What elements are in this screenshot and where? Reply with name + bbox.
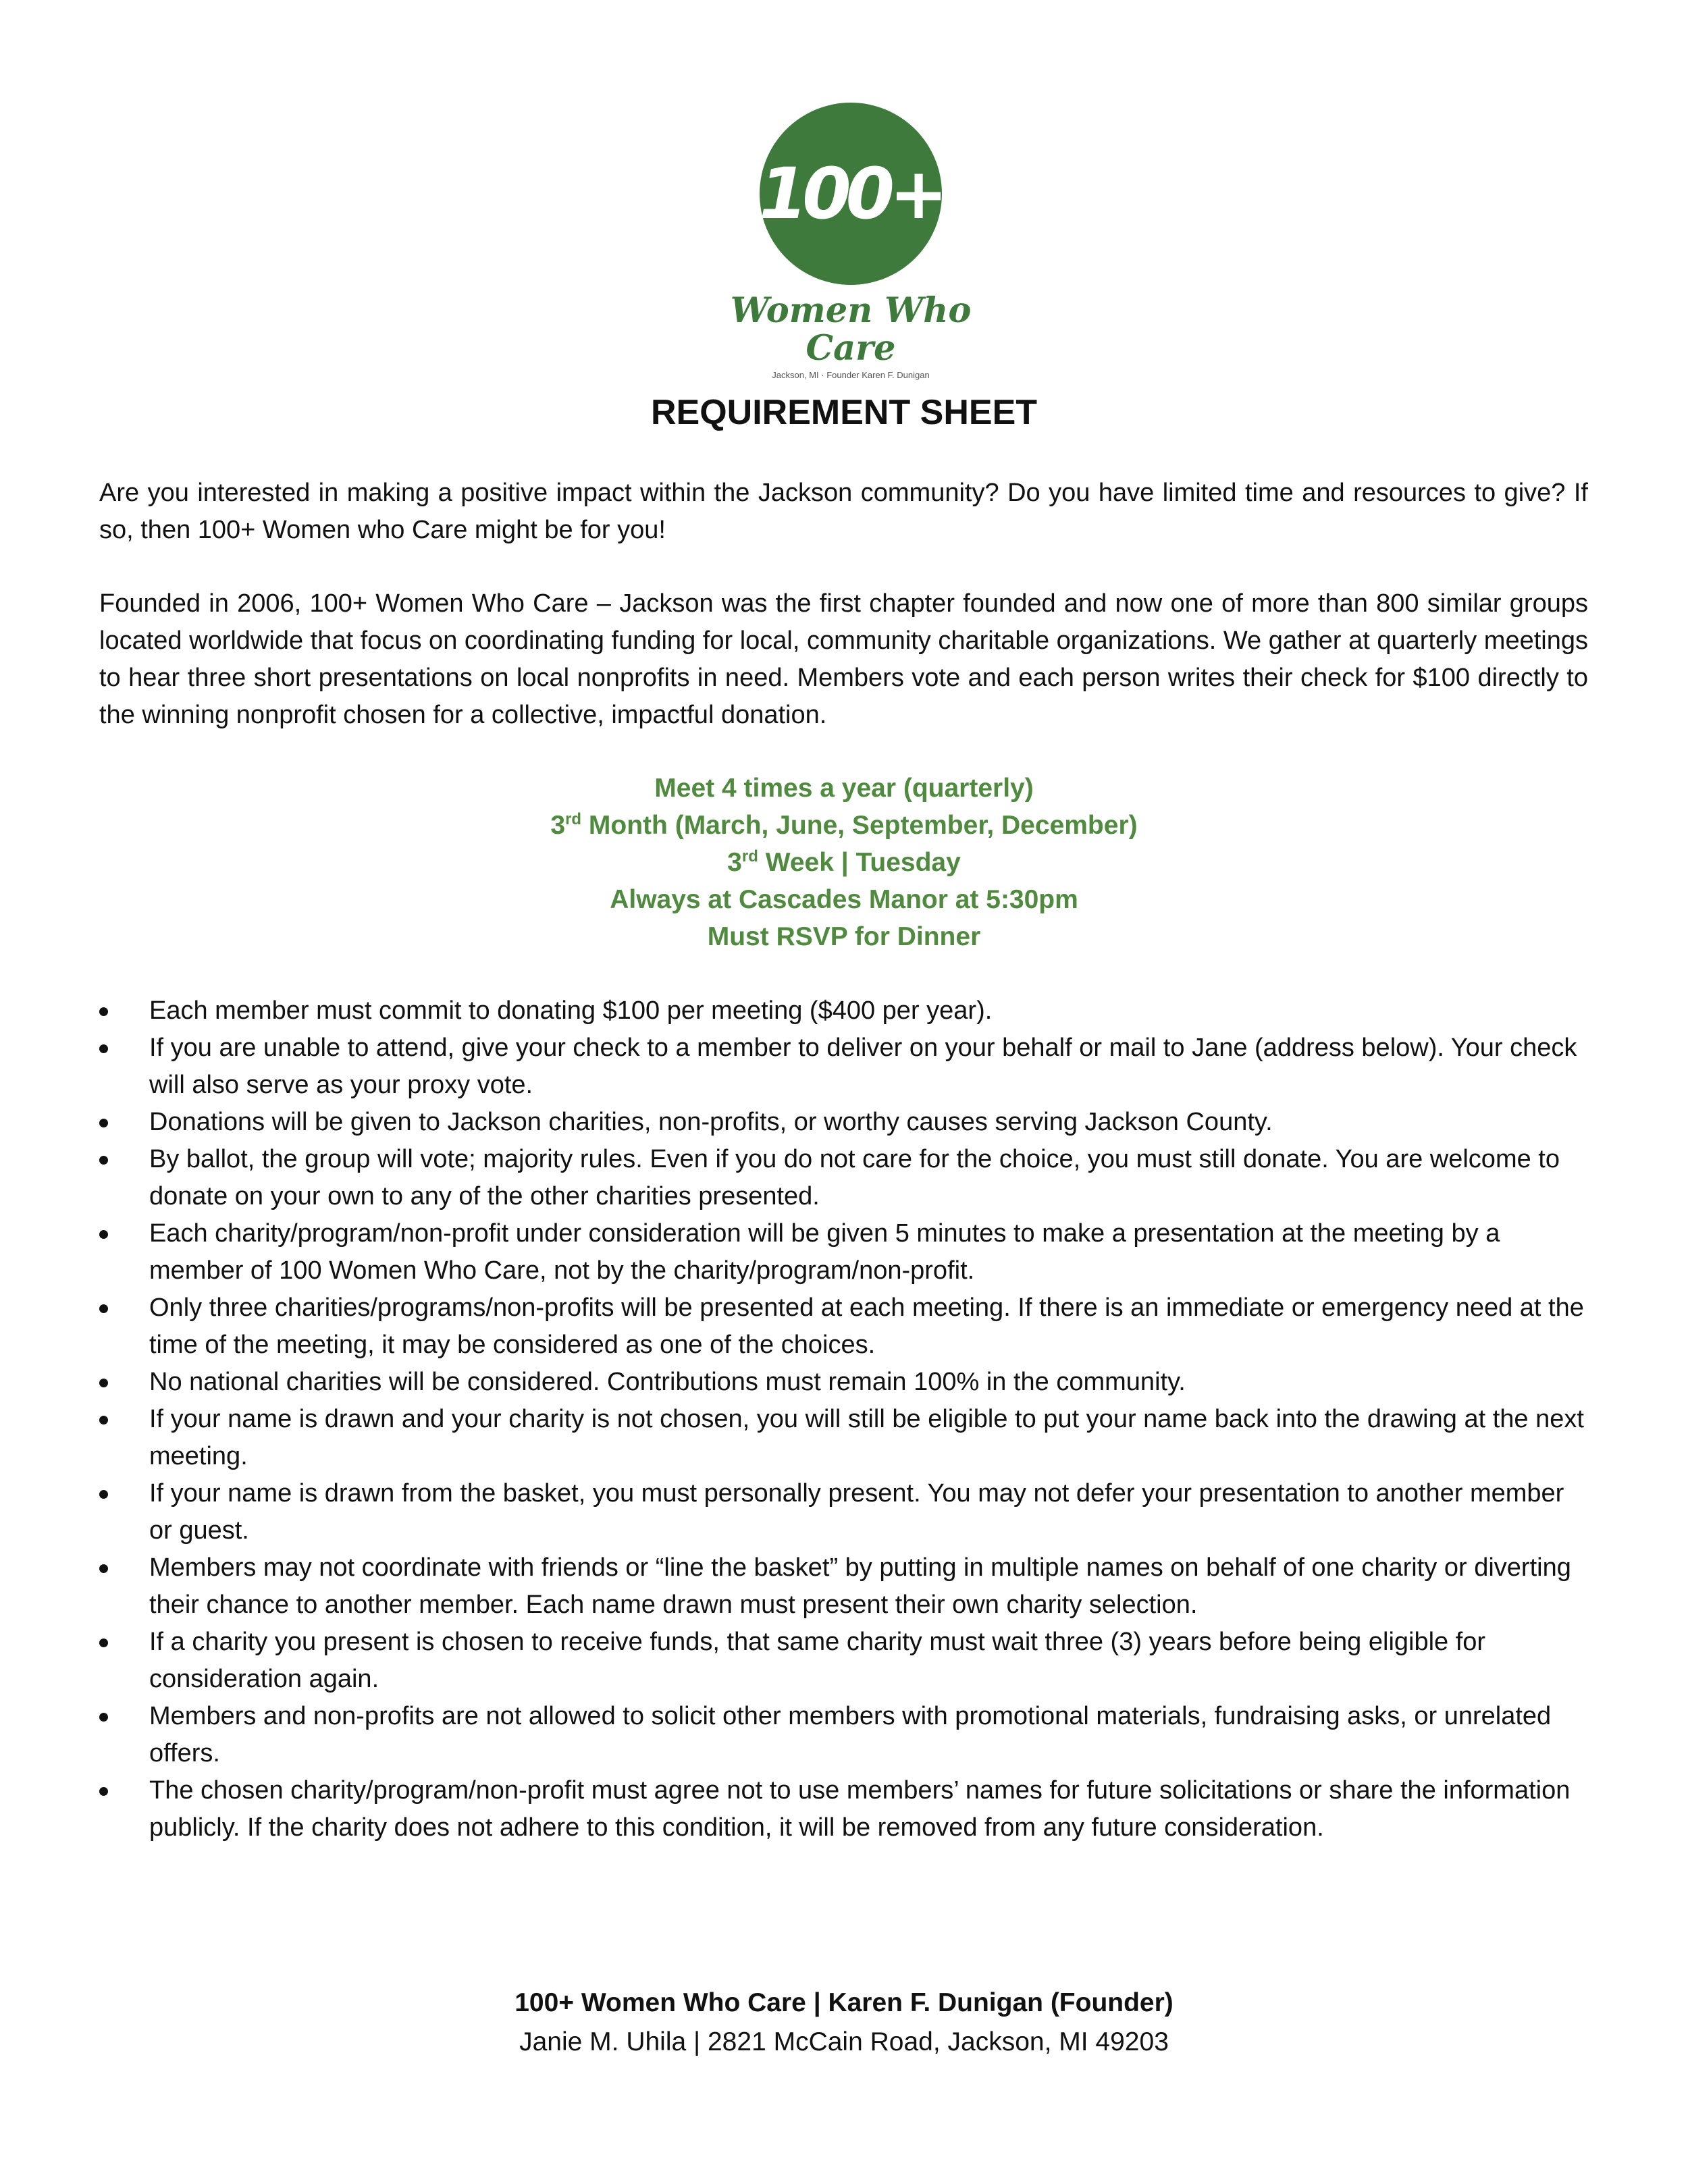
logo-number: 100+ <box>758 153 943 235</box>
list-item <box>99 1030 1588 1104</box>
meeting-month-ordinal: rd <box>565 810 582 828</box>
list-item <box>99 1698 1588 1772</box>
list-item-text: If your name is drawn and your charity is not chosen, you will still be eligible to put your name back into the drawing at the next meeting. <box>149 1405 1584 1470</box>
bullet-icon <box>99 1304 108 1313</box>
meeting-location: Always at Cascades Manor at 5:30pm <box>610 885 1078 914</box>
bullet-icon <box>99 1416 108 1424</box>
list-item <box>99 992 1588 1030</box>
list-item <box>99 1364 1588 1401</box>
bullet-icon <box>99 1379 108 1387</box>
bullet-icon <box>99 1007 108 1016</box>
logo-subline: Jackson, MI · Founder Karen F. Dunigan <box>772 370 930 380</box>
footer-address: Janie M. Uhila | 2821 McCain Road, Jackson, MI 49203 <box>519 2027 1169 2056</box>
list-item-text: No national charities will be considered. Contributions must remain 100% in the community. <box>149 1368 1186 1396</box>
intro-paragraph: Are you interested in making a positive impact within the Jackson community? Do you have limited time and resources to give? If so, then 100+ Women who Care might be for you! <box>99 479 1588 544</box>
list-item <box>99 1289 1588 1364</box>
list-item-text: The chosen charity/program/non-profit must agree not to use members’ names for future solicitations or share the information publicly. If the charity does not adhere to this condition, it will be removed from any future consideration. <box>149 1776 1571 1842</box>
meeting-month-number: 3 <box>550 811 566 840</box>
meeting-week-number: 3 <box>727 848 742 877</box>
bullet-icon <box>99 1230 108 1239</box>
logo-tagline: Women Who Care <box>730 290 972 369</box>
bullet-icon <box>99 1639 108 1647</box>
list-item <box>99 1141 1588 1215</box>
meeting-schedule <box>0 770 1688 955</box>
bullet-icon <box>99 1490 108 1499</box>
list-item <box>99 1549 1588 1624</box>
list-item-text: If a charity you present is chosen to receive funds, that same charity must wait three (3) years before being eligible for consideration again. <box>149 1628 1486 1693</box>
list-item-text: Donations will be given to Jackson charities, non-profits, or worthy causes serving Jackson County. <box>149 1108 1273 1136</box>
list-item <box>99 1401 1588 1475</box>
list-item <box>99 1772 1588 1846</box>
meeting-frequency: Meet 4 times a year (quarterly) <box>654 774 1034 803</box>
list-item <box>99 1215 1588 1289</box>
footer <box>0 1983 1688 2062</box>
bullet-icon <box>99 1119 108 1127</box>
list-item-text: Members and non-profits are not allowed to solicit other members with promotional materials, fundraising asks, or unrelated offers. <box>149 1702 1552 1767</box>
meeting-month-text: Month (March, June, September, December) <box>581 811 1138 840</box>
meeting-week-text: Week | Tuesday <box>758 848 961 877</box>
requirements-list <box>99 992 1588 1846</box>
meeting-month <box>0 807 1688 844</box>
list-item-text: If you are unable to attend, give your check to a member to deliver on your behalf or mail to Jane (address below). Your check will also serve as your proxy vote. <box>149 1034 1577 1099</box>
list-item-text: Members may not coordinate with friends or “line the basket” by putting in multiple names on behalf of one charity or diverting their chance to another member. Each name drawn must present their own charity selection. <box>149 1553 1571 1619</box>
list-item <box>99 1475 1588 1549</box>
meeting-week <box>0 844 1688 881</box>
list-item-text: By ballot, the group will vote; majority rules. Even if you do not care for the choice, you must still donate. You are welcome to donate on your own to any of the other charities presented. <box>149 1145 1560 1210</box>
bullet-icon <box>99 1564 108 1573</box>
bullet-icon <box>99 1787 108 1796</box>
meeting-rsvp: Must RSVP for Dinner <box>707 922 981 951</box>
bullet-icon <box>99 1044 108 1053</box>
about-paragraph: Founded in 2006, 100+ Women Who Care – Jackson was the first chapter founded and now one of more than 800 similar groups located worldwide that focus on coordinating funding for local, community charitable organizations. We gather at quarterly meetings to hear three short presentations on local nonprofits in need. Members vote and each person writes their check for $100 directly to the winning nonprofit chosen for a collective, impactful donation. <box>99 589 1588 729</box>
logo-circle-emblem <box>760 103 942 285</box>
list-item <box>99 1104 1588 1141</box>
organization-logo <box>722 103 979 380</box>
list-item <box>99 1624 1588 1698</box>
bullet-icon <box>99 1713 108 1722</box>
bullet-icon <box>99 1156 108 1165</box>
list-item-text: If your name is drawn from the basket, you must personally present. You may not defer your presentation to another member or guest. <box>149 1479 1564 1545</box>
list-item-text: Each member must commit to donating $100 per meeting ($400 per year). <box>149 996 993 1025</box>
footer-organization: 100+ Women Who Care | Karen F. Dunigan (Founder) <box>515 1988 1173 2017</box>
list-item-text: Each charity/program/non-profit under consideration will be given 5 minutes to make a presentation at the meeting by a member of 100 Women Who Care, not by the charity/program/non-profit. <box>149 1219 1500 1285</box>
page-title: REQUIREMENT SHEET <box>650 393 1038 432</box>
meeting-week-ordinal: rd <box>741 847 758 865</box>
list-item-text: Only three charities/programs/non-profits will be presented at each meeting. If there is an immediate or emergency need at the time of the meeting, it may be considered as one of the choices. <box>149 1294 1584 1359</box>
